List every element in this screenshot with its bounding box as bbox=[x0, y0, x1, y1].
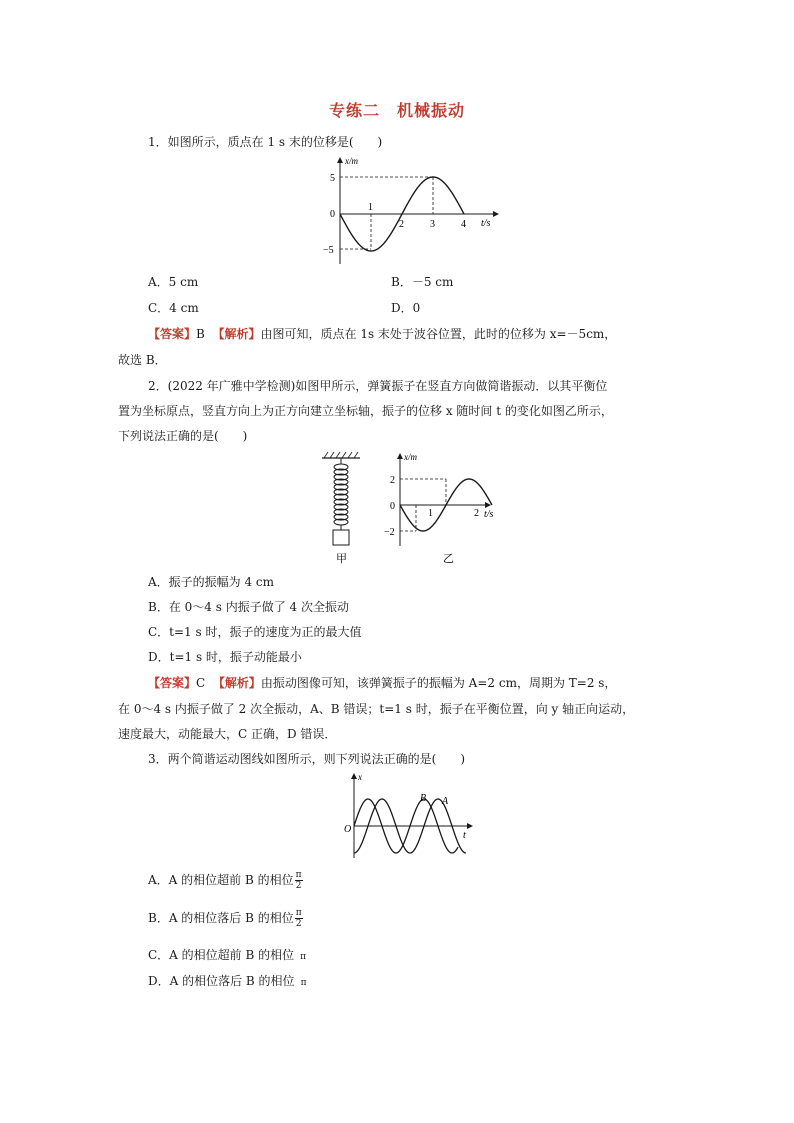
q3-stem: 3．两个简谐运动图线如图所示，则下列说法正确的是( ) bbox=[148, 752, 466, 766]
q2-option-b: B．在 0～4 s 内振子做了 4 次全振动 bbox=[148, 600, 349, 614]
q2-fig-yi: 乙 bbox=[443, 553, 454, 565]
q3-y-label: x bbox=[358, 772, 362, 782]
q1-option-c: C．4 cm bbox=[148, 301, 199, 315]
q3-label-a: A bbox=[442, 796, 449, 807]
q3-option-c-text: C．A 的相位超前 B 的相位 bbox=[148, 948, 295, 962]
q1-answer: B bbox=[196, 327, 205, 341]
q3-option-a-fraction bbox=[295, 870, 303, 891]
q3-x-label: t bbox=[463, 830, 466, 841]
page-title: 专练二 机械振动 bbox=[328, 101, 465, 120]
q3-origin: O bbox=[344, 824, 352, 835]
q3-option-d bbox=[148, 972, 306, 989]
q2-tick-x1: 1 bbox=[428, 508, 433, 519]
q2-option-c: C．t=1 s 时，振子的速度为正的最大值 bbox=[148, 625, 362, 639]
q2-answer-line bbox=[148, 674, 616, 691]
q1-analysis-1: 由图可知，质点在 1s 末处于波谷位置，此时的位移为 x=－5cm， bbox=[260, 327, 617, 341]
q2-stem-1: 2．(2022 年广雅中学检测)如图甲所示，弹簧振子在竖直方向做简谐振动．以其平衡位 bbox=[148, 379, 608, 393]
q2-spring-figure bbox=[316, 448, 366, 570]
q1-analysis-2: 故选 B． bbox=[118, 353, 167, 367]
q3-option-d-text: D．A 的相位落后 B 的相位 bbox=[148, 974, 295, 988]
q1-option-d: D．0 bbox=[391, 301, 421, 315]
q3-option-a-den: 2 bbox=[295, 881, 302, 891]
q1-stem: 1．如图所示，质点在 1 s 末的位移是( ) bbox=[148, 135, 383, 149]
q3-option-a-text: A．A 的相位超前 B 的相位 bbox=[148, 873, 294, 887]
q2-tick-y2: 2 bbox=[390, 475, 395, 486]
q1-analysis-tag: 【解析】 bbox=[212, 327, 261, 341]
q1-option-b: B．－5 cm bbox=[391, 275, 454, 289]
q2-answer: C bbox=[196, 676, 206, 690]
q2-tick-y0: 0 bbox=[390, 501, 395, 512]
q3-option-a bbox=[148, 870, 303, 891]
q1-tick-y0: 0 bbox=[330, 209, 335, 220]
q1-y-label: x/m bbox=[345, 156, 358, 166]
q3-option-b-den: 2 bbox=[295, 919, 302, 929]
q2-x-label: t/s bbox=[484, 509, 494, 520]
q3-option-a-num: π bbox=[295, 870, 302, 880]
q3-option-c bbox=[148, 946, 306, 963]
q2-analysis-1: 由振动图像可知，该弹簧振子的振幅为 A=2 cm，周期为 T=2 s， bbox=[260, 676, 617, 690]
q2-analysis-2: 在 0～4 s 内振子做了 2 次全振动，A、B 错误；t=1 s 时，振子在平衡位置，向 y 轴正向运动， bbox=[118, 702, 635, 716]
q2-y-label: x/m bbox=[404, 452, 417, 462]
q2-tick-x2: 2 bbox=[474, 508, 479, 519]
q3-option-b-text: B．A 的相位落后 B 的相位 bbox=[148, 911, 294, 925]
q3-graph bbox=[336, 770, 478, 860]
q2-analysis-3: 速度最大，动能最大，C 正确，D 错误． bbox=[118, 727, 337, 741]
q1-x-label: t/s bbox=[481, 218, 491, 229]
q1-tick-y5: 5 bbox=[330, 173, 335, 184]
q3-option-d-pi: π bbox=[300, 978, 307, 988]
q1-tick-x2: 2 bbox=[399, 219, 404, 230]
q2-analysis-tag: 【解析】 bbox=[212, 676, 261, 690]
q3-option-b-fraction bbox=[295, 908, 303, 929]
q1-option-a: A．5 cm bbox=[148, 275, 199, 289]
q3-option-c-pi: π bbox=[300, 952, 307, 962]
q3-label-b: B bbox=[420, 793, 427, 804]
q1-tick-x1: 1 bbox=[368, 202, 373, 213]
mass-block bbox=[333, 530, 349, 545]
q2-stem-3: 下列说法正确的是( ) bbox=[118, 429, 248, 443]
q2-answer-tag: 【答案】 bbox=[148, 676, 197, 690]
q1-tick-x3: 3 bbox=[430, 219, 435, 230]
q3-option-b-num: π bbox=[295, 908, 302, 918]
q2-option-d: D．t=1 s 时，振子动能最小 bbox=[148, 650, 302, 664]
q1-tick-x4: 4 bbox=[461, 219, 466, 230]
q1-tick-yn5: −5 bbox=[323, 245, 334, 256]
q2-fig-jia: 甲 bbox=[336, 553, 347, 565]
q2-tick-yn2: −2 bbox=[384, 527, 395, 538]
q1-answer-tag: 【答案】 bbox=[148, 327, 197, 341]
q3-option-b bbox=[148, 908, 303, 929]
q1-graph bbox=[318, 152, 508, 270]
q2-option-a: A．振子的振幅为 4 cm bbox=[148, 575, 275, 589]
q2-stem-2: 置为坐标原点，竖直方向上为正方向建立坐标轴，振子的位移 x 随时间 t 的变化如图乙所示， bbox=[118, 404, 613, 418]
q2-graph bbox=[360, 450, 510, 568]
spring-coil bbox=[334, 464, 348, 525]
q1-answer-line bbox=[148, 325, 616, 342]
